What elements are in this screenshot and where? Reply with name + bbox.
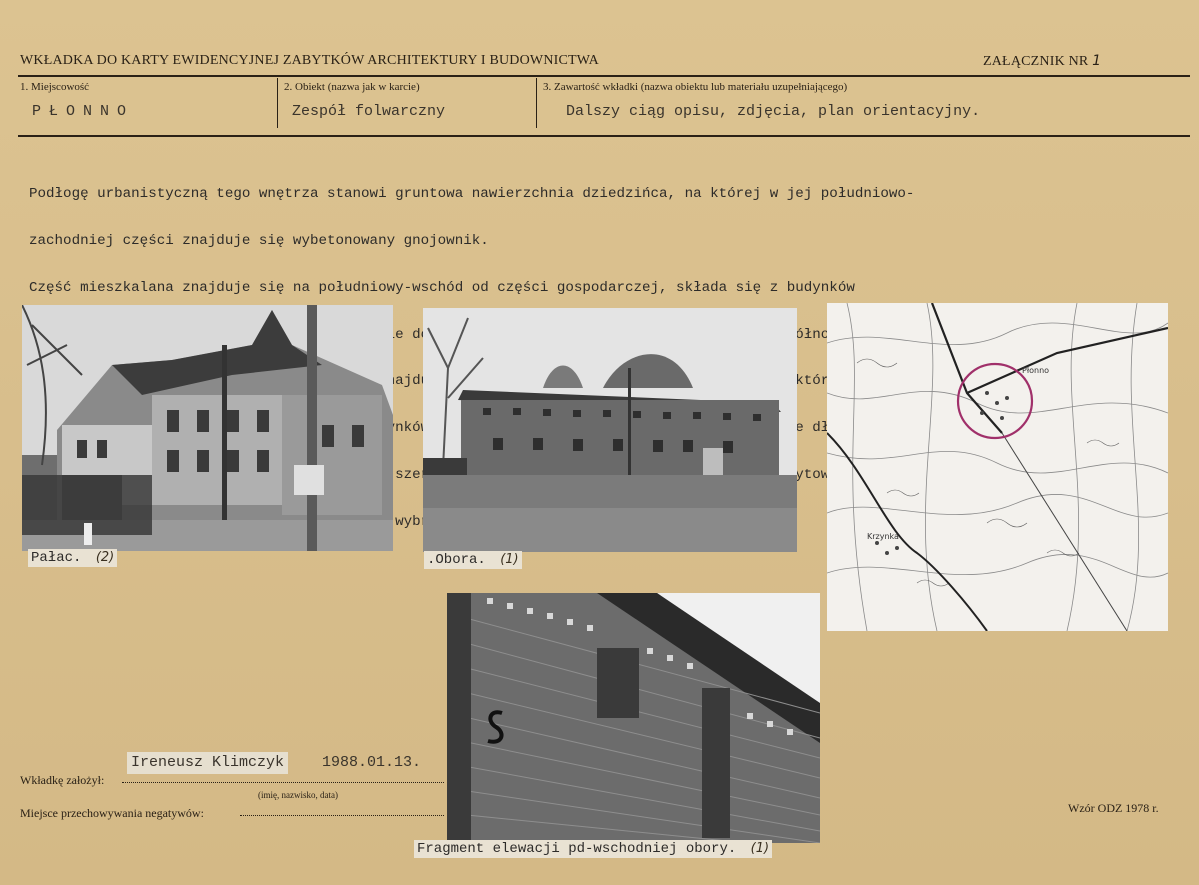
object-value: Zespół folwarczny [292,103,446,120]
palace-caption-text: Pałac. [31,550,82,566]
wall-image [447,593,820,843]
content-label: 3. Zawartość wkładki (nazwa obiektu lub materiału uzupełniającego) [543,81,848,93]
fields-rule [18,135,1190,137]
negatives-label: Miejsce przechowywania negatywów: [20,806,204,820]
annex-label-text: ZAŁĄCZNIK NR [983,54,1089,69]
palace-caption [28,549,117,567]
object-label: 2. Obiekt (nazwa jak w karcie) [284,81,420,93]
description-line: znajdują które [378,373,838,390]
barn-photo [423,308,797,552]
barn-caption [424,551,522,569]
barn-note: (1) [500,552,519,567]
author-hint: (imię, nazwisko, data) [258,790,338,800]
wall-note: (1) [750,841,770,856]
description-line: do [412,326,430,343]
barn-caption-text: .Obora. [427,552,486,568]
description-line: Część mieszkalana znajduje się na południowy-wschód od części gospodarczej, składa się z budynków [29,279,855,296]
card-title: WKŁADKA DO KARTY EWIDENCYJNEJ ZABYTKÓW ARCHITEKTURY I BUDOWNICTWA [20,53,599,68]
palace-image [22,305,393,551]
map-image [827,303,1168,631]
author-label: Wkładkę założył: [20,773,105,787]
map-label-plonno: Płonno [1022,366,1050,375]
description-line: Podłogę urbanistyczną tego wnętrza stanowi gruntowa nawierzchnia dziedzińca, na której w jej południowo- [29,186,915,203]
content-value: Dalszy ciąg opisu, zdjęcia, plan orientacyjny. [566,103,981,120]
author-date: 1988.01.13. [322,754,422,771]
palace-note: (2) [95,550,115,565]
header-rule [18,75,1190,77]
author-name: Ireneusz Klimczyk [127,752,288,774]
description-line: budynków [361,420,430,437]
palace-photo [22,305,393,551]
field-divider [277,78,278,128]
description-line: szereg szczytowymi [395,466,855,483]
negatives-line [240,815,444,816]
place-value: PŁONNO [32,103,135,120]
field-divider [536,78,537,128]
place-label: 1. Miejscowość [20,81,90,93]
map-label-krzynka: Krzynka [867,532,899,541]
wall-photo [447,593,820,843]
orientation-map [827,303,1168,631]
form-code: Wzór ODZ 1978 r. [1068,801,1159,815]
barn-image [423,308,797,552]
annex-label [983,53,1101,70]
wall-caption [414,840,772,858]
annex-number: 1 [1092,53,1102,69]
author-line [122,782,444,783]
wall-caption-text: Fragment elewacji pd-wschodniej obory. [417,841,737,857]
description-line: zachodniej części znajduje się wybetonowany gnojownik. [29,232,489,249]
